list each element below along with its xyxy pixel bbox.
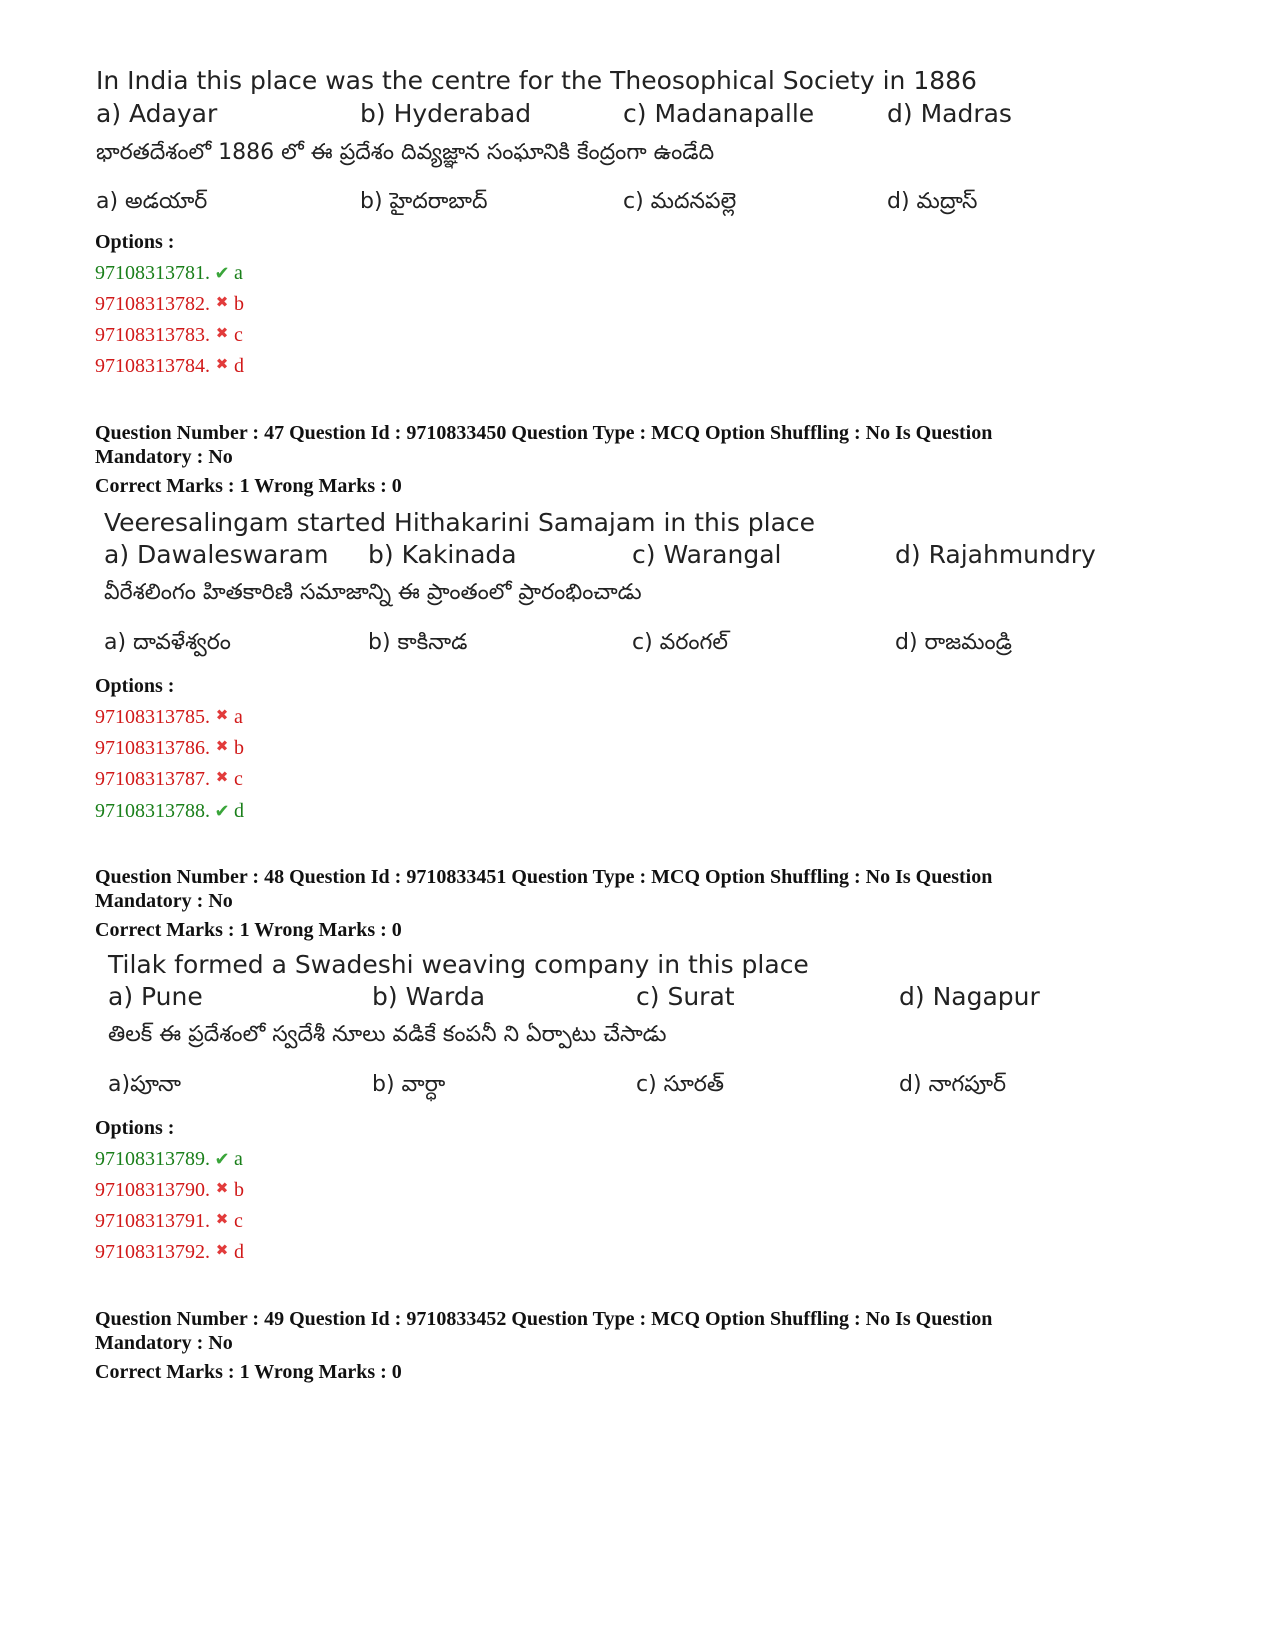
option-row [95,355,244,378]
option-d-telugu: d) రాజమండ్రి [895,630,1012,655]
option-a-telugu: a)పూనా [108,1072,182,1097]
option-b-english: b) Hyderabad [360,99,532,128]
option-b-telugu: b) వార్ధా [372,1072,446,1097]
option-id: 97108313783. [95,324,210,346]
option-row [95,262,243,285]
option-letter: a [234,262,243,284]
question-text-english: Veeresalingam started Hithakarini Samajam in this place [104,508,816,537]
question-text-telugu: వీరేశలింగం హితకారిణి సమాజాన్ని ఈ ప్రాంతంలో ప్రారంభించాడు [104,580,642,605]
option-id: 97108313788. [95,800,210,822]
option-letter: d [234,355,244,377]
option-row [95,800,244,823]
cross-icon: ✖ [215,770,229,786]
cross-icon: ✖ [215,739,229,755]
option-row [95,768,243,791]
cross-icon: ✖ [215,357,229,373]
option-letter: d [234,1241,244,1263]
cross-icon: ✖ [215,1243,229,1259]
option-row [95,324,243,347]
option-row [95,1241,244,1264]
options-label: Options : [95,231,175,253]
option-d-english: d) Madras [887,99,1012,128]
option-id: 97108313782. [95,293,210,315]
option-id: 97108313787. [95,768,210,790]
cross-icon: ✖ [215,1212,229,1228]
option-a-telugu: a) అడయార్ [96,189,208,214]
option-letter: d [234,800,244,822]
question-text-english: Tilak formed a Swadeshi weaving company in this place [108,950,809,979]
option-d-telugu: d) నాగపూర్ [899,1072,1007,1097]
option-id: 97108313786. [95,737,210,759]
option-a-english: a) Dawaleswaram [104,540,329,569]
question-image [92,58,1027,230]
cross-icon: ✖ [215,708,229,724]
check-icon: ✔ [214,1149,230,1169]
option-c-english: c) Surat [636,982,735,1011]
question-marks: Correct Marks : 1 Wrong Marks : 0 [95,919,402,941]
option-b-telugu: b) కాకినాడ [368,630,468,655]
option-row [95,1179,244,1202]
question-header-mandatory: Mandatory : No [95,890,233,912]
option-c-english: c) Warangal [632,540,782,569]
option-letter: b [234,737,244,759]
option-id: 97108313790. [95,1179,210,1201]
option-id: 97108313789. [95,1148,210,1170]
option-letter: c [234,1210,243,1232]
cross-icon: ✖ [215,326,229,342]
options-label: Options : [95,1117,175,1139]
option-letter: c [234,768,243,790]
option-letter: b [234,293,244,315]
option-letter: a [234,1148,243,1170]
question-header-mandatory: Mandatory : No [95,1332,233,1354]
options-label: Options : [95,675,175,697]
question-text-telugu: తిలక్ ఈ ప్రదేశంలో స్వదేశీ నూలు వడికే కంపనీ ని ఏర్పాటు చేసాడు [108,1022,667,1047]
question-header-mandatory: Mandatory : No [95,446,233,468]
question-marks: Correct Marks : 1 Wrong Marks : 0 [95,1361,402,1383]
option-id: 97108313781. [95,262,210,284]
option-letter: b [234,1179,244,1201]
question-header: Question Number : 49 Question Id : 9710833452 Question Type : MCQ Option Shuffling : No Is Question [95,1308,993,1330]
question-text-telugu: భారతదేశంలో 1886 లో ఈ ప్రదేశం దివ్యజ్ఞాన సంఘానికి కేంద్రంగా ఉండేది [96,140,715,165]
option-c-telugu: c) మదనపల్లె [623,189,737,214]
option-row [95,1148,243,1171]
option-id: 97108313792. [95,1241,210,1263]
question-marks: Correct Marks : 1 Wrong Marks : 0 [95,475,402,497]
option-row [95,737,244,760]
question-header: Question Number : 48 Question Id : 9710833451 Question Type : MCQ Option Shuffling : No Is Question [95,866,993,888]
question-image [102,946,1042,1110]
cross-icon: ✖ [215,1181,229,1197]
option-letter: a [234,706,243,728]
option-row [95,293,244,316]
check-icon: ✔ [214,801,230,821]
option-a-english: a) Adayar [96,99,218,128]
question-image [98,502,1096,670]
option-a-english: a) Pune [108,982,203,1011]
option-a-telugu: a) దావళేశ్వరం [104,630,231,655]
option-row [95,706,243,729]
option-letter: c [234,324,243,346]
option-id: 97108313784. [95,355,210,377]
option-d-english: d) Rajahmundry [895,540,1096,569]
option-row [95,1210,243,1233]
option-b-telugu: b) హైదరాబాద్ [360,189,488,214]
option-c-telugu: c) వరంగల్ [632,630,728,655]
option-d-telugu: d) మద్రాస్ [887,189,978,214]
option-b-english: b) Kakinada [368,540,517,569]
question-text-english: In India this place was the centre for the Theosophical Society in 1886 [96,66,977,95]
option-d-english: d) Nagapur [899,982,1040,1011]
option-c-telugu: c) సూరత్ [636,1072,724,1097]
cross-icon: ✖ [215,295,229,311]
option-b-english: b) Warda [372,982,486,1011]
option-c-english: c) Madanapalle [623,99,815,128]
question-header: Question Number : 47 Question Id : 9710833450 Question Type : MCQ Option Shuffling : No Is Question [95,422,993,444]
option-id: 97108313785. [95,706,210,728]
option-id: 97108313791. [95,1210,210,1232]
check-icon: ✔ [214,263,230,283]
